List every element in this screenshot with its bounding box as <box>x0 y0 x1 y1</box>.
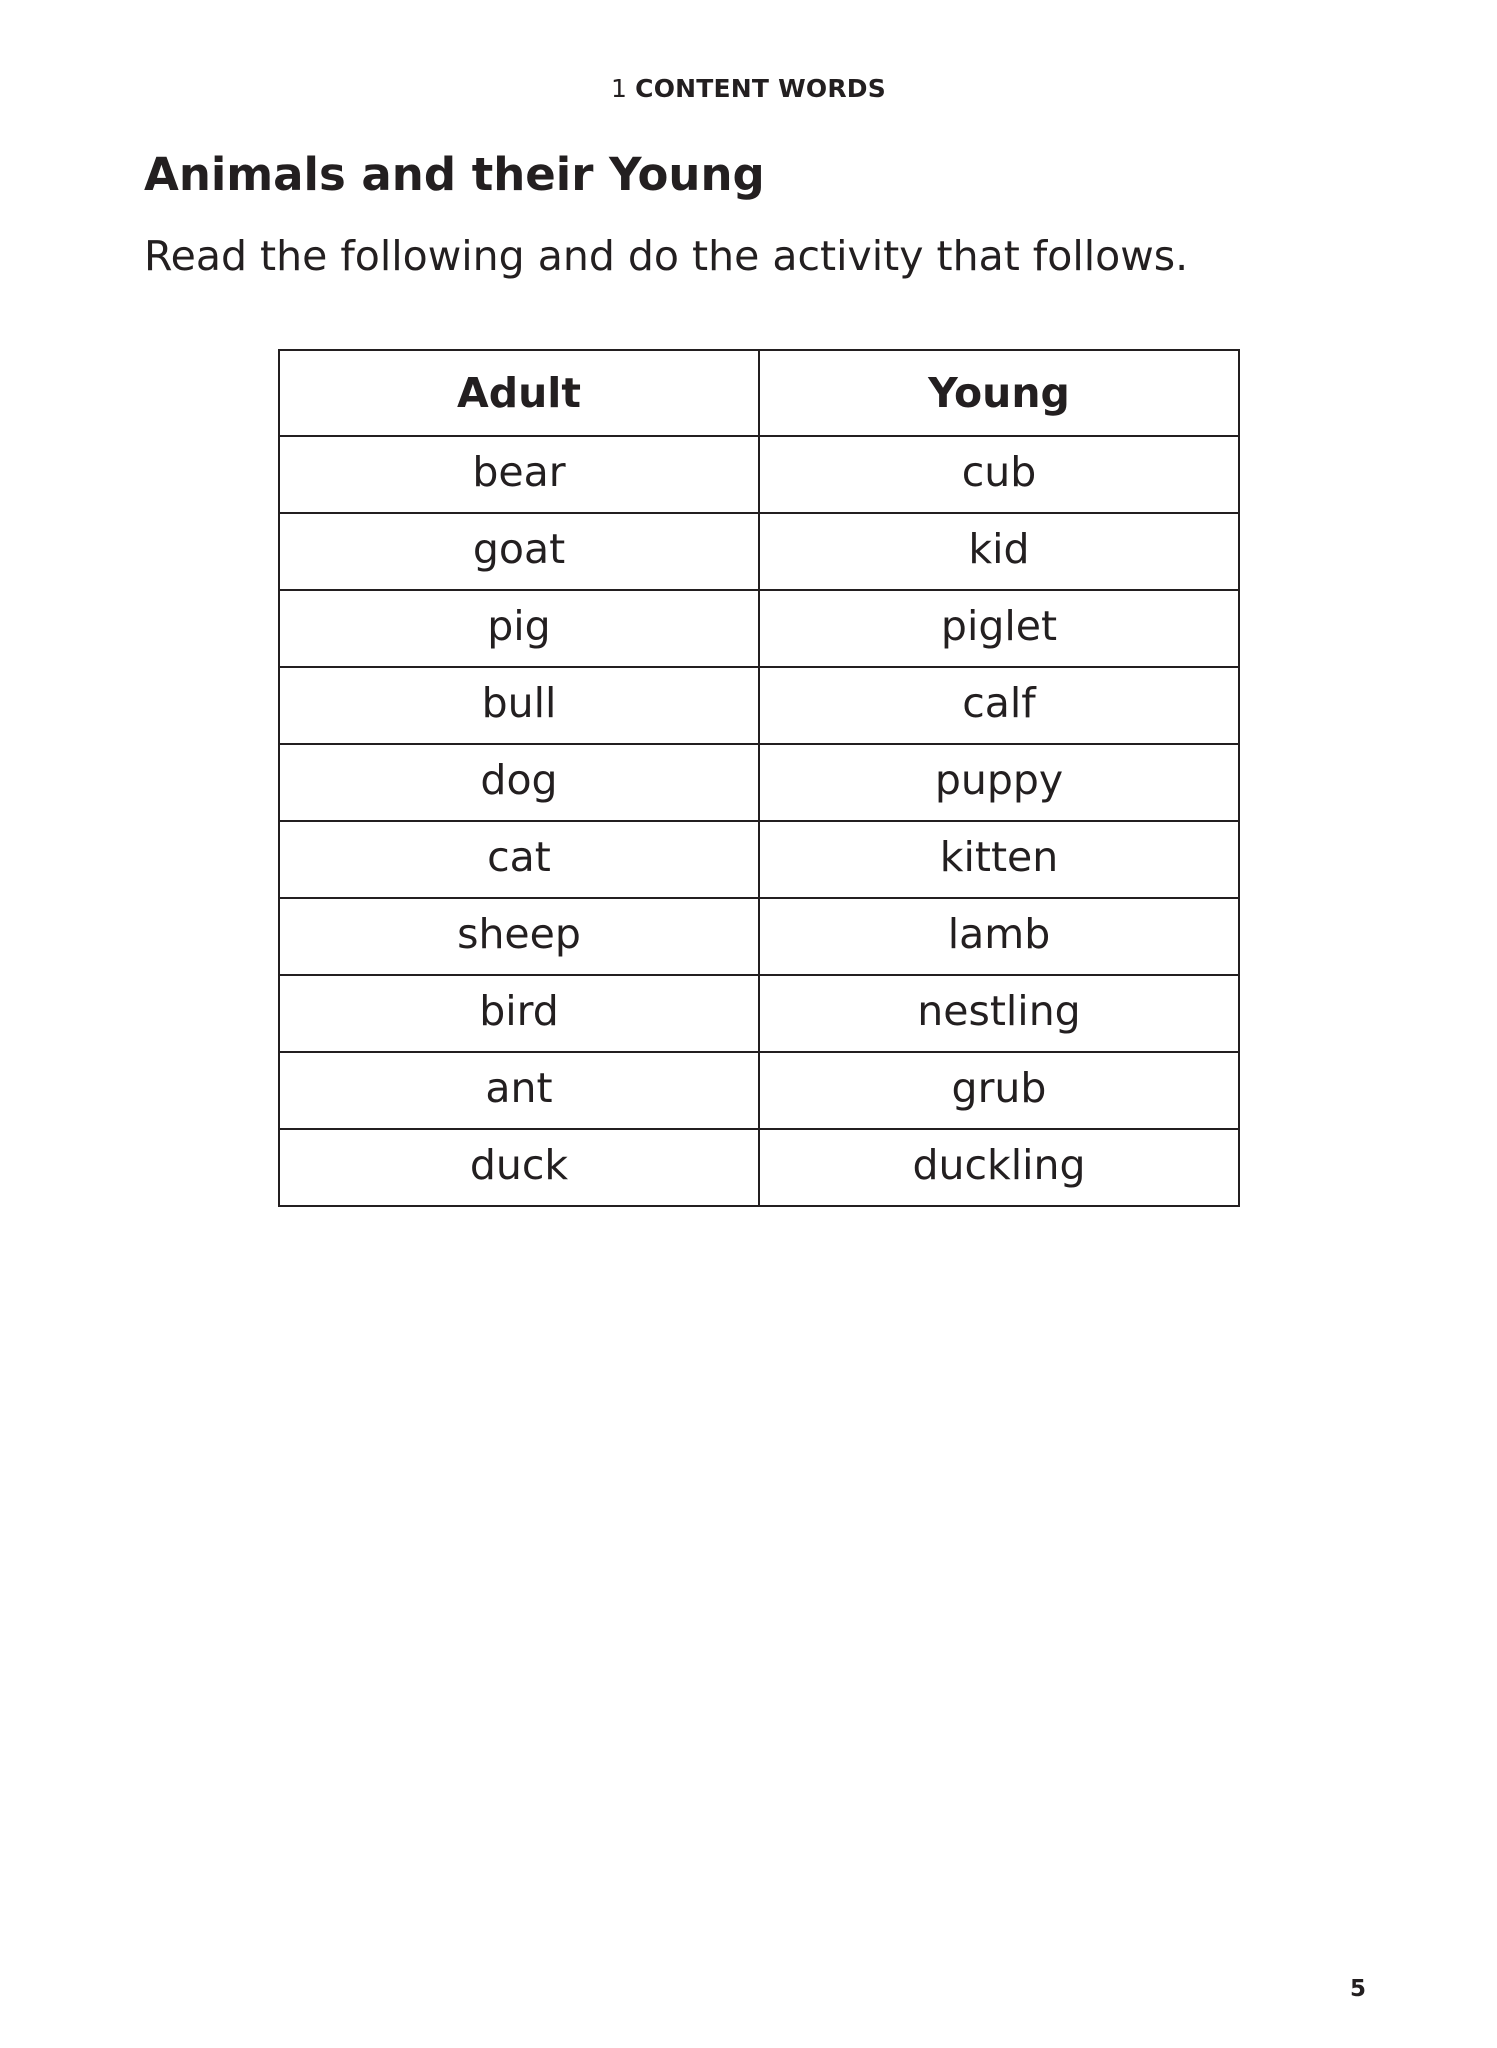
running-head <box>0 74 1497 103</box>
adult-cell: bird <box>279 975 759 1052</box>
chapter-title: CONTENT WORDS <box>635 74 886 103</box>
table-row <box>279 667 1239 744</box>
table-row <box>279 821 1239 898</box>
young-cell: grub <box>759 1052 1239 1129</box>
chapter-number: 1 <box>611 74 628 103</box>
adult-cell: duck <box>279 1129 759 1206</box>
adult-cell: dog <box>279 744 759 821</box>
table-row <box>279 898 1239 975</box>
table-row <box>279 590 1239 667</box>
instruction-text: Read the following and do the activity that follows. <box>144 232 1189 280</box>
table-row <box>279 513 1239 590</box>
table-row <box>279 1129 1239 1206</box>
table-header-row <box>279 350 1239 436</box>
young-cell: lamb <box>759 898 1239 975</box>
adult-cell: goat <box>279 513 759 590</box>
table-row <box>279 1052 1239 1129</box>
young-cell: nestling <box>759 975 1239 1052</box>
table-row <box>279 436 1239 513</box>
page-title: Animals and their Young <box>144 148 765 201</box>
header-young: Young <box>759 350 1239 436</box>
table-row <box>279 975 1239 1052</box>
page-number: 5 <box>1350 1976 1367 2002</box>
young-cell: duckling <box>759 1129 1239 1206</box>
header-adult: Adult <box>279 350 759 436</box>
young-cell: calf <box>759 667 1239 744</box>
adult-cell: cat <box>279 821 759 898</box>
adult-cell: bull <box>279 667 759 744</box>
adult-cell: pig <box>279 590 759 667</box>
table-row <box>279 744 1239 821</box>
adult-cell: bear <box>279 436 759 513</box>
young-cell: puppy <box>759 744 1239 821</box>
adult-cell: sheep <box>279 898 759 975</box>
young-cell: piglet <box>759 590 1239 667</box>
adult-young-table <box>278 349 1240 1207</box>
young-cell: kitten <box>759 821 1239 898</box>
young-cell: kid <box>759 513 1239 590</box>
adult-cell: ant <box>279 1052 759 1129</box>
young-cell: cub <box>759 436 1239 513</box>
